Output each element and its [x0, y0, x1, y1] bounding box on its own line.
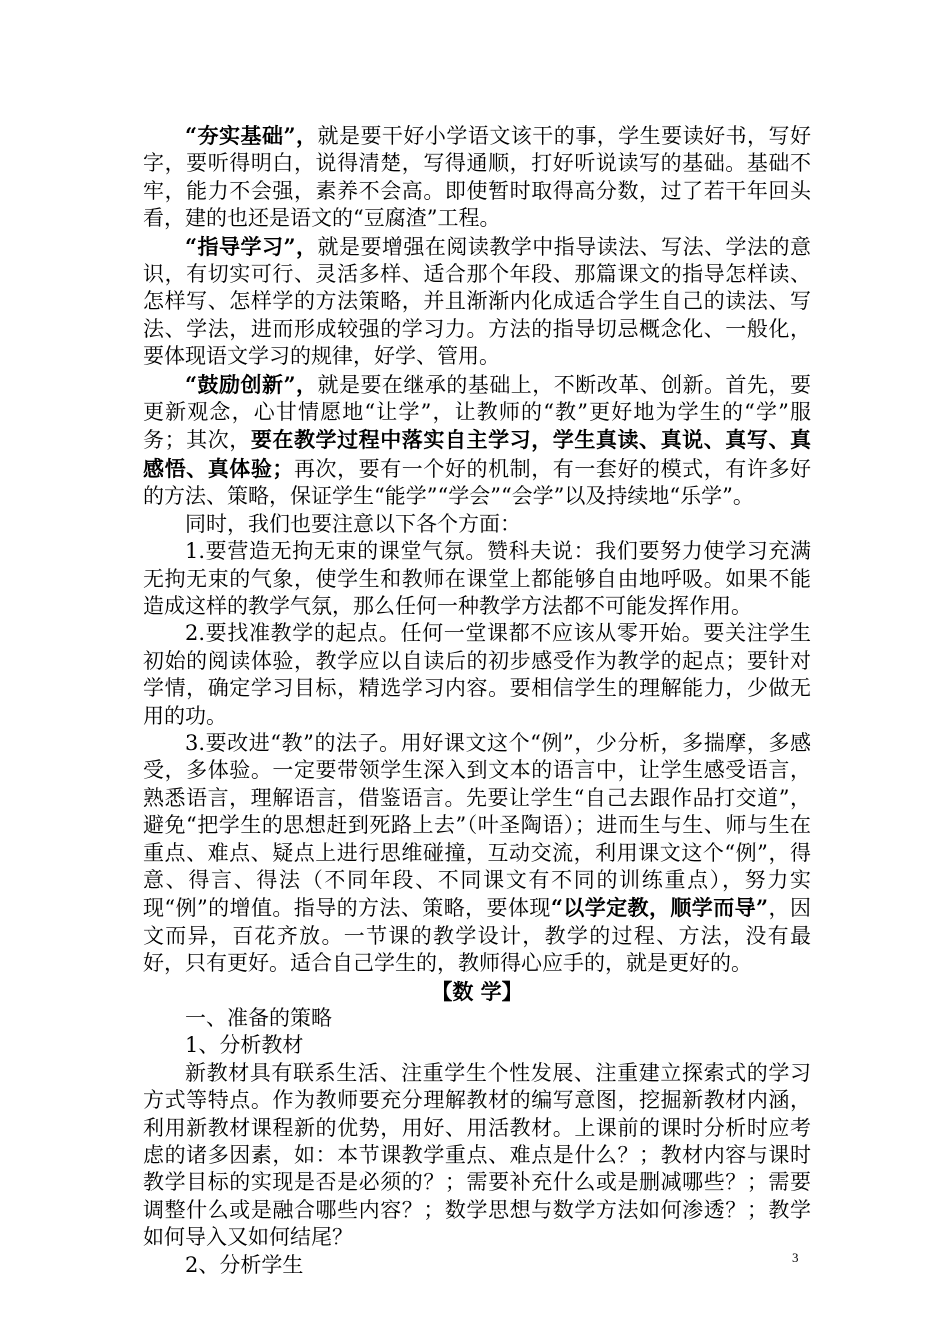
- paragraph-text: 就是要增强在阅读教学中指导读法、写法、学法的意识，有切实可行、灵活多样、适合那个年段、那篇课文的指导怎样读、怎样写、怎样学的方法策略，并且渐渐内化成适合学生自己的读法、写法、学法，进而形成较强的学习力。方法的指导切忌概念化、一般化，要体现语文学习的规律，好学、管用。: [143, 234, 811, 369]
- paragraph-text: 1.要营造无拘无束的课堂气氛。赞科夫说：我们要努力使学习充满无拘无束的气象，使学生和教师在课堂上都能够自由地呼吸。如果不能造成这样的教学气氛，那么任何一种教学方法都不可能发挥作用。: [143, 539, 811, 618]
- math-heading-3: 2、分析学生: [185, 1252, 304, 1277]
- math-heading-1: 一、准备的策略: [185, 1006, 332, 1030]
- paragraph-text: 同时，我们也要注意以下各个方面：: [185, 511, 521, 536]
- term-hangshi-jichu: “夯实基础”，: [185, 123, 318, 148]
- term-zhidao-xuexi: “指导学习”，: [185, 233, 318, 259]
- paragraph-hangshi-jichu: [143, 122, 811, 233]
- paragraph-text: 2.要找准教学的起点。任何一堂课都不应该从零开始。要关注学生初始的阅读体验，教学应以自读后的初步感受作为教学的起点；要针对学情，确定学习目标，精选学习内容。要相信学生的理解能力，少做无用的功。: [143, 621, 811, 728]
- paragraph-text: 就是要在继承的基础上，不断改革、创新。首先，要更新观念，心甘情愿地“让学”，让教师的“教”更好地为学生的“学”服务；其次，: [143, 372, 811, 453]
- term-guli-chuangxin: “鼓励创新”，: [185, 371, 318, 397]
- section-heading-math: 【数 学】: [431, 978, 523, 1004]
- paragraph-zhidao-xuexi: [143, 233, 811, 371]
- page-content: [143, 122, 811, 1279]
- paragraph-tongshi: [143, 511, 811, 538]
- emphasis-text: 要在教学过程中落实自主学习，学生真读、真说、真写、真感悟、真体验；: [143, 427, 812, 481]
- math-body-paragraph: 新教材具有联系生活、注重学生个性发展、注重建立探索式的学习方式等特点。作为教师要充分理解教材的编写意图，挖掘新教材内涵，利用新教材课程新的优势，用好、用活教材。上课前的课时分析时应考虑的诸多因素，如：本节课教学重点、难点是什么？；教材内容与课时教学目标的实现是否是必须的？；需要补充什么或是删减哪些？；需要调整什么或是融合哪些内容？；数学思想与数学方法如何渗透？；教学如何导入又如何结尾？: [143, 1060, 811, 1250]
- paragraph-text: 就是要干好小学语文该干的事，学生要读好书，写好字，要听得明白，说得清楚，写得通顺，打好听说读写的基础。基础不牢，能力不会强，素养不会高。即使暂时取得高分数，过了若干年回头看，建的也还是语文的“豆腐渣”工程。: [143, 124, 811, 231]
- emphasis-text: “以学定教，顺学而导”: [550, 895, 769, 921]
- paragraph-item-1: [143, 538, 811, 620]
- paragraph-item-2: [143, 620, 811, 730]
- paragraph-item-3: [143, 730, 811, 978]
- math-heading-2: 1、分析教材: [185, 1033, 304, 1058]
- paragraph-text: 再次，要有一个好的机制，有一套好的模式，有许多好的方法、策略，保证学生“能学”“学会”“会学”以及持续地“乐学”。: [143, 456, 812, 509]
- page-number: 3: [792, 1250, 799, 1265]
- paragraph-guli-chuangxin: [143, 371, 811, 511]
- paragraph-text: 3.要改进“教”的法子。用好课文这个“例”，少分析，多揣摩，多感受，多体验。一定要带领学生深入到文本的语言中，让学生感受语言，熟悉语言，理解语言，借鉴语言。先要让学生“自己去跟作品打交道”，避免“把学生的思想赶到死路上去”（叶圣陶语）；进而生与生、师与生在重点、难点、疑点上进行思维碰撞，互动交流，利用课文这个“例”，得意、得言、得法（不同年段、不同课文有不同的训练重点），努力实现“例”的增值。指导的方法、策略，要体现: [143, 730, 811, 921]
- paragraph-text: ，因文而异，百花齐放。一节课的教学设计，教学的过程、方法，没有最好，只有更好。适合自己学生的，教师得心应手的，就是更好的。: [143, 896, 811, 976]
